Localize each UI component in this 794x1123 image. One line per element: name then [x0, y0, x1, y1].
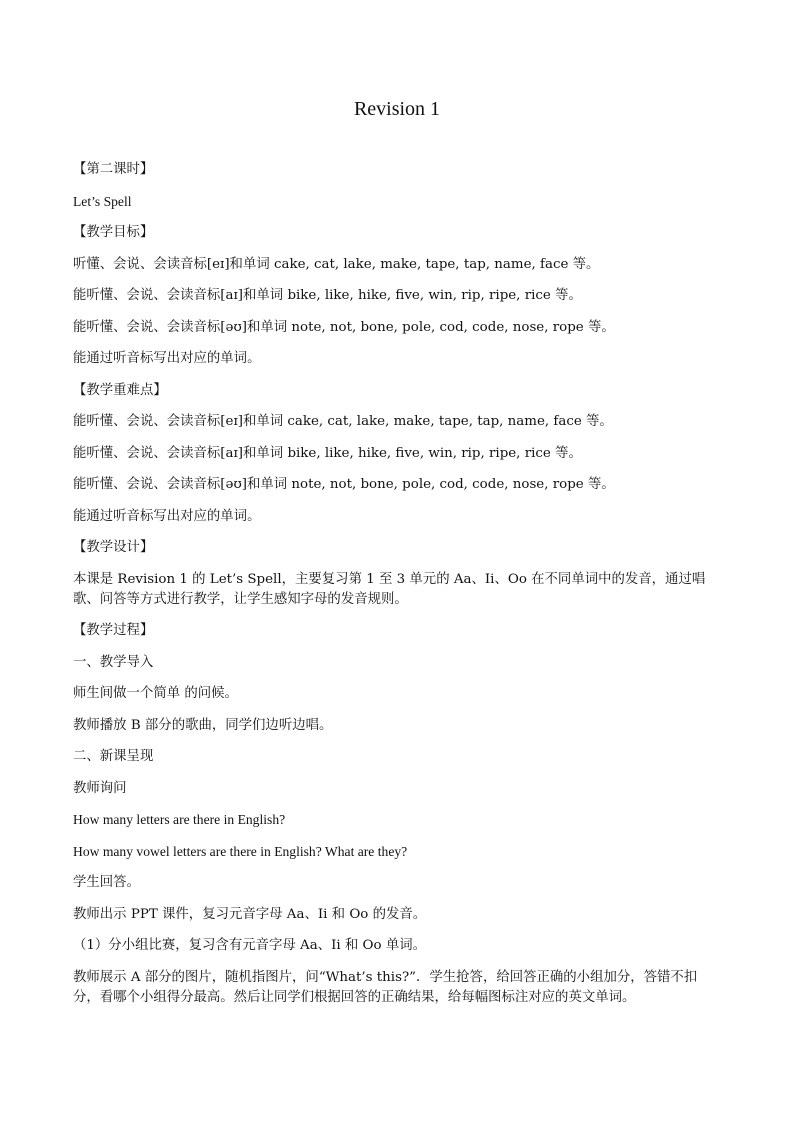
lesson-subtitle: Let’s Spell: [73, 193, 132, 209]
process-line: 教师播放 B 部分的歌曲，同学们边听边唱。: [73, 717, 333, 733]
process-paragraph: 教师展示 A 部分的图片，随机指图片，问“What’s this?”．学生抢答，给回答正确的小组加分，答错不扣分，看哪个小组得分最高。然后让同学们根据回答的正确结果，给每幅图标注对应的英文单词。: [73, 969, 698, 1005]
design-paragraph: 本课是 Revision 1 的 Let’s Spell，主要复习第 1 至 3 单元的 Aa、Ii、Oo 在不同单词中的发音，通过唱歌、问答等方式进行教学，让学生感知字母的发音规则。: [73, 571, 706, 607]
key-point-line: 能听懂、会说、会读音标[əʊ]和单词 note, not, bone, pole, cod, code, nose, rope 等。: [73, 477, 615, 492]
process-line: 教师出示 PPT 课件，复习元音字母 Aa、Ii 和 Oo 的发音。: [73, 906, 427, 922]
objective-line: 能听懂、会说、会读音标[əʊ]和单词 note, not, bone, pole, cod, code, nose, rope 等。: [73, 319, 615, 335]
process-line: 学生回答。: [73, 875, 140, 890]
process-line: 师生间做一个简单 的问候。: [73, 686, 238, 701]
key-point-line: 能通过听音标写出对应的单词。: [73, 508, 261, 524]
teacher-question: How many letters are there in English?: [73, 812, 286, 827]
section-heading-design: 【教学设计】: [73, 540, 154, 555]
process-line: 教师询问: [73, 780, 127, 796]
process-line: （1）分小组比赛，复习含有元音字母 Aa、Ii 和 Oo 单词。: [73, 938, 427, 953]
objective-line: 能听懂、会说、会读音标[aɪ]和单词 bike, like, hike, five, win, rip, ripe, rice 等。: [73, 288, 582, 303]
key-point-line: 能听懂、会说、会读音标[eɪ]和单词 cake, cat, lake, make, tape, tap, name, face 等。: [73, 414, 613, 429]
section-heading-key-points: 【教学重难点】: [73, 382, 167, 398]
process-step-heading: 二、新课呈现: [73, 749, 154, 764]
section-heading-lesson: 【第二课时】: [73, 162, 154, 177]
objective-line: 听懂、会说、会读音标[eɪ]和单词 cake, cat, lake, make, tape, tap, name, face 等。: [73, 256, 600, 272]
key-point-line: 能听懂、会说、会读音标[aɪ]和单词 bike, like, hike, five, win, rip, ripe, rice 等。: [73, 445, 582, 461]
section-heading-process: 【教学过程】: [73, 623, 154, 638]
document-title: Revision 1: [353, 98, 441, 120]
document-body: [73, 160, 721, 1019]
teacher-question: How many vowel letters are there in English? What are they?: [73, 843, 408, 859]
objective-line: 能通过听音标写出对应的单词。: [73, 351, 261, 366]
process-step-heading: 一、教学导入: [73, 654, 154, 670]
section-heading-objectives: 【教学目标】: [73, 225, 154, 240]
